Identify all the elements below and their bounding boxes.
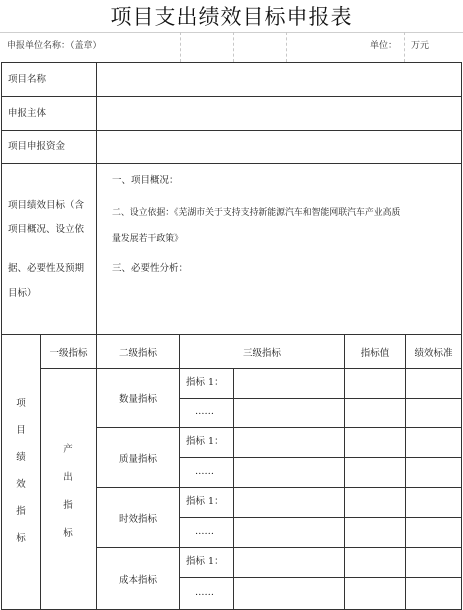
indicators-side-label (14, 390, 28, 552)
header-divider (404, 32, 405, 62)
indicator-item-label: 指标 1： (186, 556, 224, 567)
output-char: 标 (63, 528, 73, 539)
goal-basis-line2: 量发展若干政策》 (112, 234, 183, 244)
group-quality-label: 质量指标 (118, 454, 157, 465)
funds-value-cell[interactable] (96, 130, 462, 164)
funds-label: 项目申报资金 (8, 141, 66, 152)
applicant-unit-label: 申报单位名称：（盖章） (7, 41, 102, 51)
indicator-value-cell[interactable] (344, 398, 406, 428)
indicator-more-label: …… (195, 526, 214, 537)
indicator-standard-cell[interactable] (405, 547, 462, 578)
goal-basis-line1: 二、设立依据：《芜湖市关于支持支持新能源汽车和智能网联汽车产业高质 (112, 208, 401, 218)
indicator-value-cell[interactable] (344, 368, 406, 399)
header-divider (286, 32, 287, 62)
goal-label-line: 据、必要性及预期 (8, 263, 85, 274)
group-timeliness-label: 时效指标 (118, 514, 157, 525)
side-char: 绩 (16, 452, 26, 463)
side-char: 指 (16, 506, 26, 517)
applicant-label: 申报主体 (8, 108, 47, 119)
indicator-standard-cell[interactable] (405, 457, 462, 488)
col-value-label: 指标值 (360, 348, 390, 359)
goal-overview: 一、项目概况： (112, 175, 179, 186)
side-char: 标 (16, 533, 26, 544)
side-char: 项 (16, 398, 26, 409)
goal-content-cell[interactable] (96, 163, 462, 335)
group-quantity-label: 数量指标 (118, 394, 157, 405)
indicator-row-desc[interactable] (233, 368, 345, 399)
indicator-value-cell[interactable] (344, 517, 406, 548)
indicator-row-desc[interactable] (233, 398, 345, 428)
indicator-value-cell[interactable] (344, 457, 406, 488)
form-title: 项目支出绩效目标申报表 (110, 5, 353, 29)
side-char: 目 (16, 425, 26, 436)
header-top-rule (0, 32, 463, 33)
goal-label-line: 项目绩效目标（含 (8, 200, 85, 211)
output-indicator-label (61, 436, 75, 548)
indicator-item-label: 指标 1： (186, 436, 224, 447)
goal-necessity: 三、必要性分析： (112, 263, 189, 274)
col-standard-label: 绩效标准 (414, 348, 453, 359)
output-char: 产 (63, 444, 73, 455)
side-char: 效 (16, 479, 26, 490)
indicator-standard-cell[interactable] (405, 487, 462, 518)
indicator-item-label: 指标 1： (186, 496, 224, 507)
col-third-label: 三级指标 (242, 348, 281, 359)
col-first-label: 一级指标 (49, 348, 88, 359)
header-divider (180, 32, 181, 62)
indicator-standard-cell[interactable] (405, 398, 462, 428)
indicator-standard-cell[interactable] (405, 368, 462, 399)
indicator-value-cell[interactable] (344, 577, 406, 610)
indicator-standard-cell[interactable] (405, 427, 462, 458)
indicator-more-label: …… (195, 406, 214, 417)
indicator-standard-cell[interactable] (405, 517, 462, 548)
indicator-row-desc[interactable] (233, 457, 345, 488)
indicator-more-label: …… (195, 587, 214, 598)
indicator-row-desc[interactable] (233, 517, 345, 548)
goal-label-cell (1, 163, 97, 335)
header-divider (233, 32, 234, 62)
group-cost-label: 成本指标 (118, 575, 157, 586)
output-char: 指 (63, 500, 73, 511)
currency-unit-value: 万元 (411, 41, 430, 51)
applicant-value-cell[interactable] (96, 96, 462, 131)
project-name-label: 项目名称 (8, 74, 47, 85)
indicator-more-label: …… (195, 466, 214, 477)
indicator-value-cell[interactable] (344, 547, 406, 578)
indicator-standard-cell[interactable] (405, 577, 462, 610)
indicator-row-desc[interactable] (233, 427, 345, 458)
indicator-row-desc[interactable] (233, 577, 345, 610)
indicator-row-desc[interactable] (233, 487, 345, 518)
indicator-row-desc[interactable] (233, 547, 345, 578)
indicator-value-cell[interactable] (344, 487, 406, 518)
currency-unit-label: 单位： (370, 41, 398, 51)
output-char: 出 (63, 472, 73, 483)
goal-label-line: 目标） (8, 288, 37, 299)
col-second-label: 二级指标 (118, 348, 157, 359)
indicator-value-cell[interactable] (344, 427, 406, 458)
indicator-item-label: 指标 1： (186, 377, 224, 388)
project-name-value-cell[interactable] (96, 62, 462, 97)
goal-label-line: 项目概况、设立依 (8, 224, 85, 235)
